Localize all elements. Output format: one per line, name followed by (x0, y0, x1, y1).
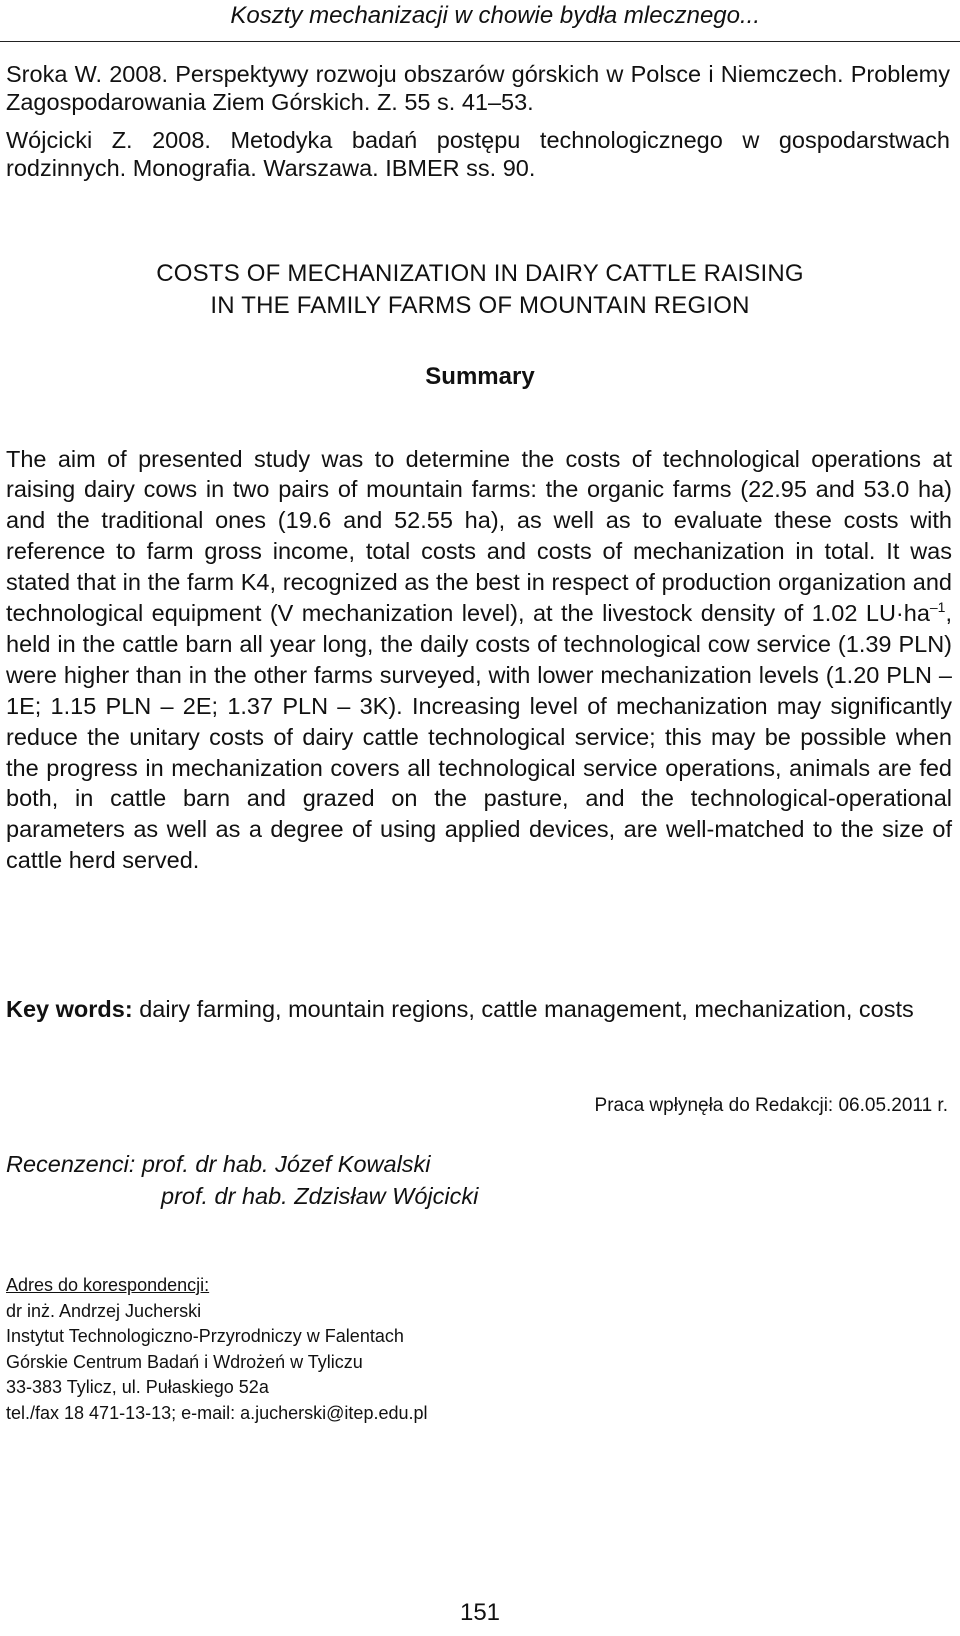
title-line: IN THE FAMILY FARMS OF MOUNTAIN REGION (210, 292, 750, 319)
reference-list (6, 60, 950, 192)
reference-item: Wójcicki Z. 2008. Metodyka badań postępu technologicznego w gospodarstwach rodzinnych. Monografia. Warszawa. IBMER ss. 90. (6, 127, 950, 181)
address-line: Górskie Centrum Badań i Wdrożeń w Tyliczu (6, 1351, 363, 1372)
summary-heading: Summary (425, 363, 535, 390)
article-title (0, 258, 960, 322)
keywords-text: dairy farming, mountain regions, cattle management, mechanization, costs (132, 995, 914, 1022)
reviewers (6, 1148, 478, 1212)
page-number: 151 (459, 1599, 501, 1626)
address-line: dr inż. Andrzej Jucherski (6, 1300, 202, 1321)
title-line: COSTS OF MECHANIZATION IN DAIRY CATTLE RAISING (156, 260, 804, 287)
correspondence-address (6, 1273, 428, 1427)
address-heading: Adres do korespondencji: (6, 1275, 210, 1295)
running-title: Koszty mechanizacji w chowie bydła mlecznego... (230, 2, 760, 29)
superscript-exponent: –1 (929, 599, 946, 616)
received-date: Praca wpłynęła do Redakcji: 06.05.2011 r. (594, 1095, 948, 1116)
address-line: Instytut Technologiczno-Przyrodniczy w Falentach (6, 1326, 404, 1347)
keywords (6, 994, 950, 1025)
reference-item: Sroka W. 2008. Perspektywy rozwoju obszarów górskich w Polsce i Niemczech. Problemy Zagospodarowania Ziem Górskich. Z. 55 s. 41–53. (6, 61, 950, 115)
reviewer-line: Recenzenci: prof. dr hab. Józef Kowalski (6, 1151, 431, 1177)
address-line: 33-383 Tylicz, ul. Pułaskiego 52a (6, 1377, 269, 1398)
keywords-label: Key words: (6, 995, 133, 1022)
reviewer-line: prof. dr hab. Zdzisław Wójcicki (161, 1183, 479, 1209)
summary-text-part1: The aim of presented study was to determine the costs of technological operations at raising dairy cows in two pairs of mountain farms: the organic farms (22.95 and 53.0 ha) and the traditional ones (19.6 and 52.55 ha), as well as to evaluate these costs with reference to farm gross income, total costs and costs of mechanization in total. It was stated that in the farm K4, recognized as the best in respect of production organization and technological equipment (V mechanization level), at the livestock density of 1.02 LU·ha (6, 445, 952, 627)
running-header (0, 0, 960, 42)
summary-text-part2: , held in the cattle barn all year long, the daily costs of technological cow service (1.39 PLN) were higher than in the other farms surveyed, with lower mechanization levels (1.20 PLN – 1E; 1.15 PLN – 2E; 1.37 PLN – 3K). Increasing level of mechanization may significantly reduce the unitary costs of dairy cattle technological service; this may be possible when the progress in mechanization covers all technological service operations, animals are fed both, in cattle barn and grazed on the pasture, and the technological-operational parameters as well as a degree of using applied devices, are well-matched to the size of cattle herd served. (6, 600, 952, 874)
summary-text (6, 444, 952, 877)
address-line: tel./fax 18 471-13-13; e-mail: a.jucherski@itep.edu.pl (6, 1402, 428, 1423)
